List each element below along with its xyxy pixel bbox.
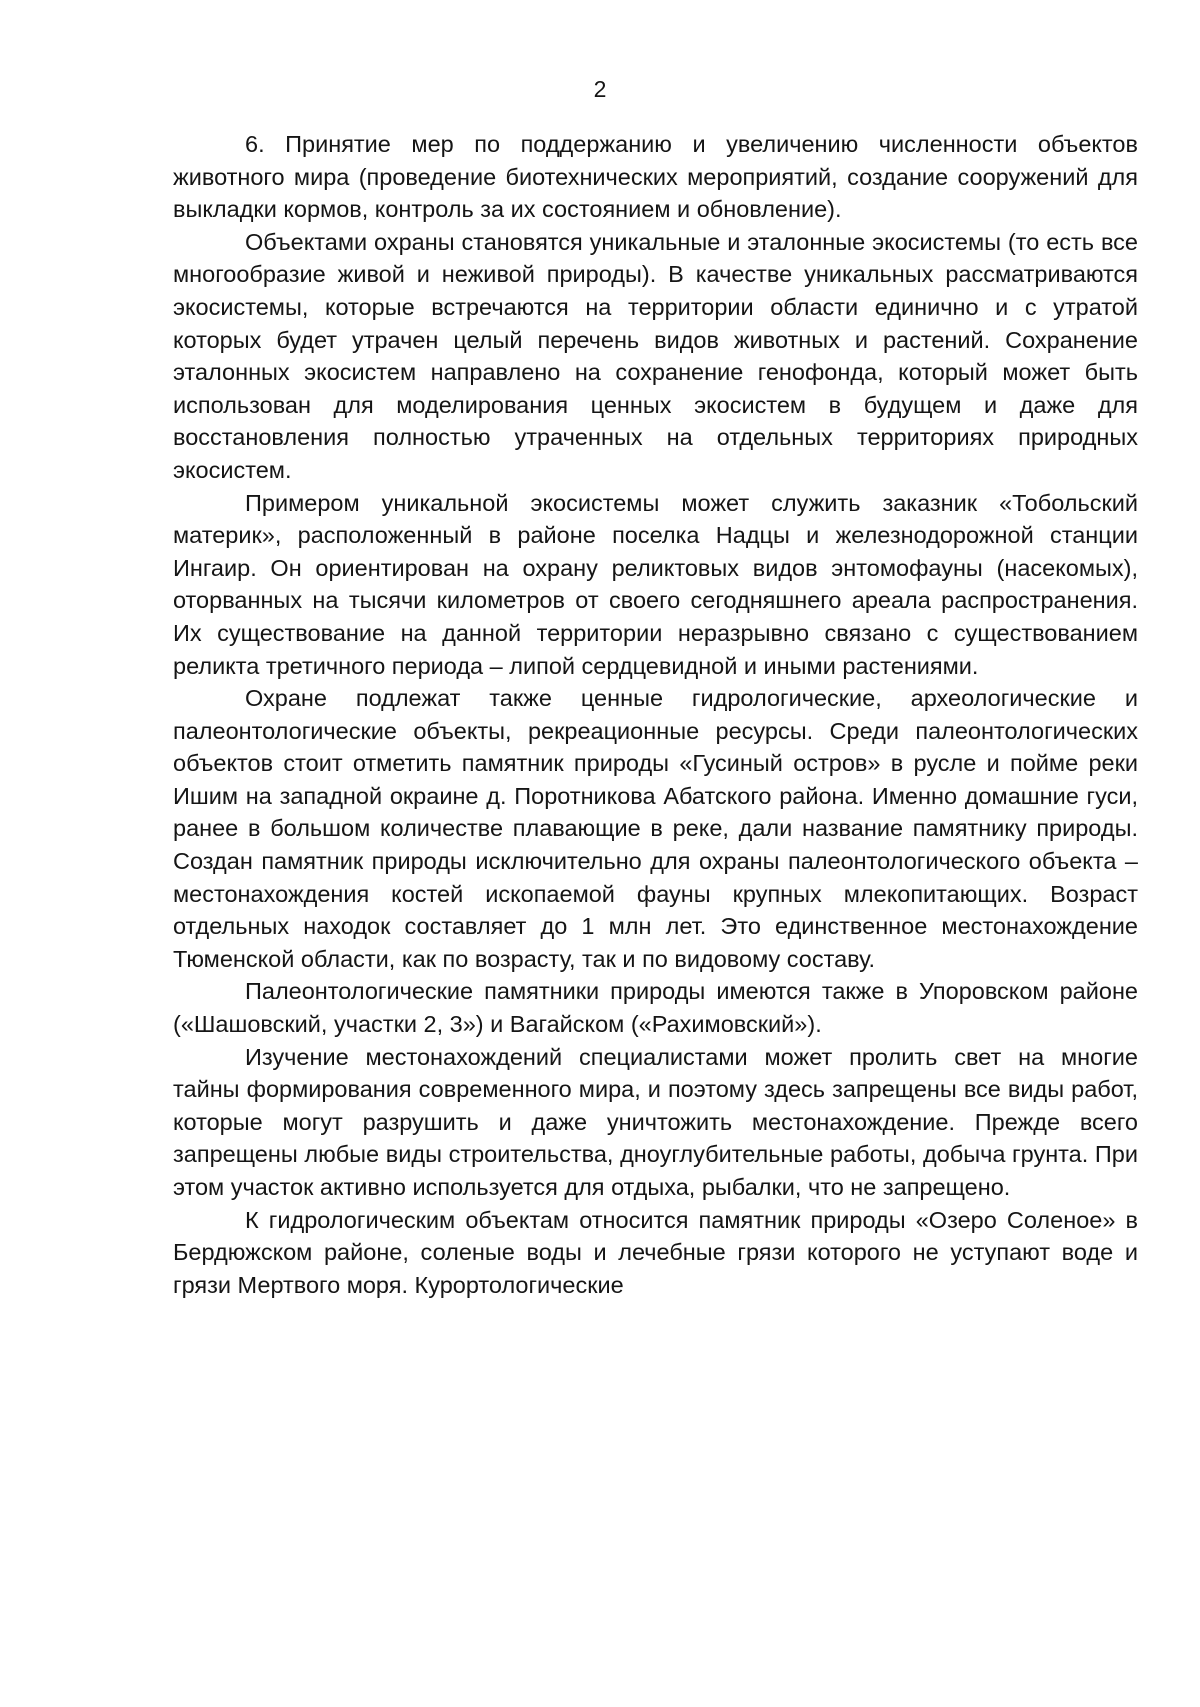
paragraph-biotechnical-measures: 6. Принятие мер по поддержанию и увеличению численности объектов животного мира (проведение биотехнических мероприятий, создание сооружений для выкладки кормов, контроль за их состоянием и обновление).	[173, 131, 1138, 223]
paragraph-paleontological-monuments: Палеонтологические памятники природы имеются также в Упоровском районе («Шашовский, участки 2, 3») и Вагайском («Рахимовский»).	[173, 978, 1138, 1038]
paragraph-tobolsk-reserve: Примером уникальной экосистемы может служить заказник «Тобольский материк», расположенный в районе поселка Надцы и железнодорожной станции Ингаир. Он ориентирован на охрану реликтовых видов энтомофауны (насекомых), оторванных на тысячи километров от своего сегодняшнего ареала распространения. Их существование на данной территории неразрывно связано с существованием реликта третичного периода – липой сердцевидной и иными растениями.	[173, 489, 1138, 679]
paragraph-study-restrictions: Изучение местонахождений специалистами может пролить свет на многие тайны формирования современного мира, и поэтому здесь запрещены все виды работ, которые могут разрушить и даже уничтожить местонахождение. Прежде всего запрещены любые виды строительства, дноуглубительные работы, добыча грунта. При этом участок активно используется для отдыха, рыбалки, что не запрещено.	[173, 1043, 1138, 1200]
paragraph-salt-lake: К гидрологическим объектам относится памятник природы «Озеро Соленое» в Бердюжском районе, соленые воды и лечебные грязи которого не уступают воде и грязи Мертвого моря. Курортологические	[173, 1206, 1138, 1298]
paragraph-protected-ecosystems: Объектами охраны становятся уникальные и эталонные экосистемы (то есть все многообразие живой и неживой природы). В качестве уникальных рассматриваются экосистемы, которые встречаются на территории области единично и с утратой которых будет утрачен целый перечень видов животных и растений. Сохранение эталонных экосистем направлено на сохранение генофонда, который может быть использован для моделирования ценных экосистем в будущем и даже для восстановления полностью утраченных на отдельных территориях природных экосистем.	[173, 228, 1138, 483]
document-body	[173, 128, 1138, 1301]
page-number: 2	[593, 76, 607, 102]
paragraph-goose-island: Охране подлежат также ценные гидрологические, археологические и палеонтологические объекты, рекреационные ресурсы. Среди палеонтологических объектов стоит отметить памятник природы «Гусиный остров» в русле и пойме реки Ишим на западной окраине д. Поротникова Абатского района. Именно домашние гуси, ранее в большом количестве плавающие в реке, дали название памятнику природы. Создан памятник природы исключительно для охраны палеонтологического объекта – местонахождения костей ископаемой фауны крупных млекопитающих. Возраст отдельных находок составляет до 1 млн лет. Это единственное местонахождение Тюменской области, как по возрасту, так и по видовому составу.	[173, 685, 1138, 972]
